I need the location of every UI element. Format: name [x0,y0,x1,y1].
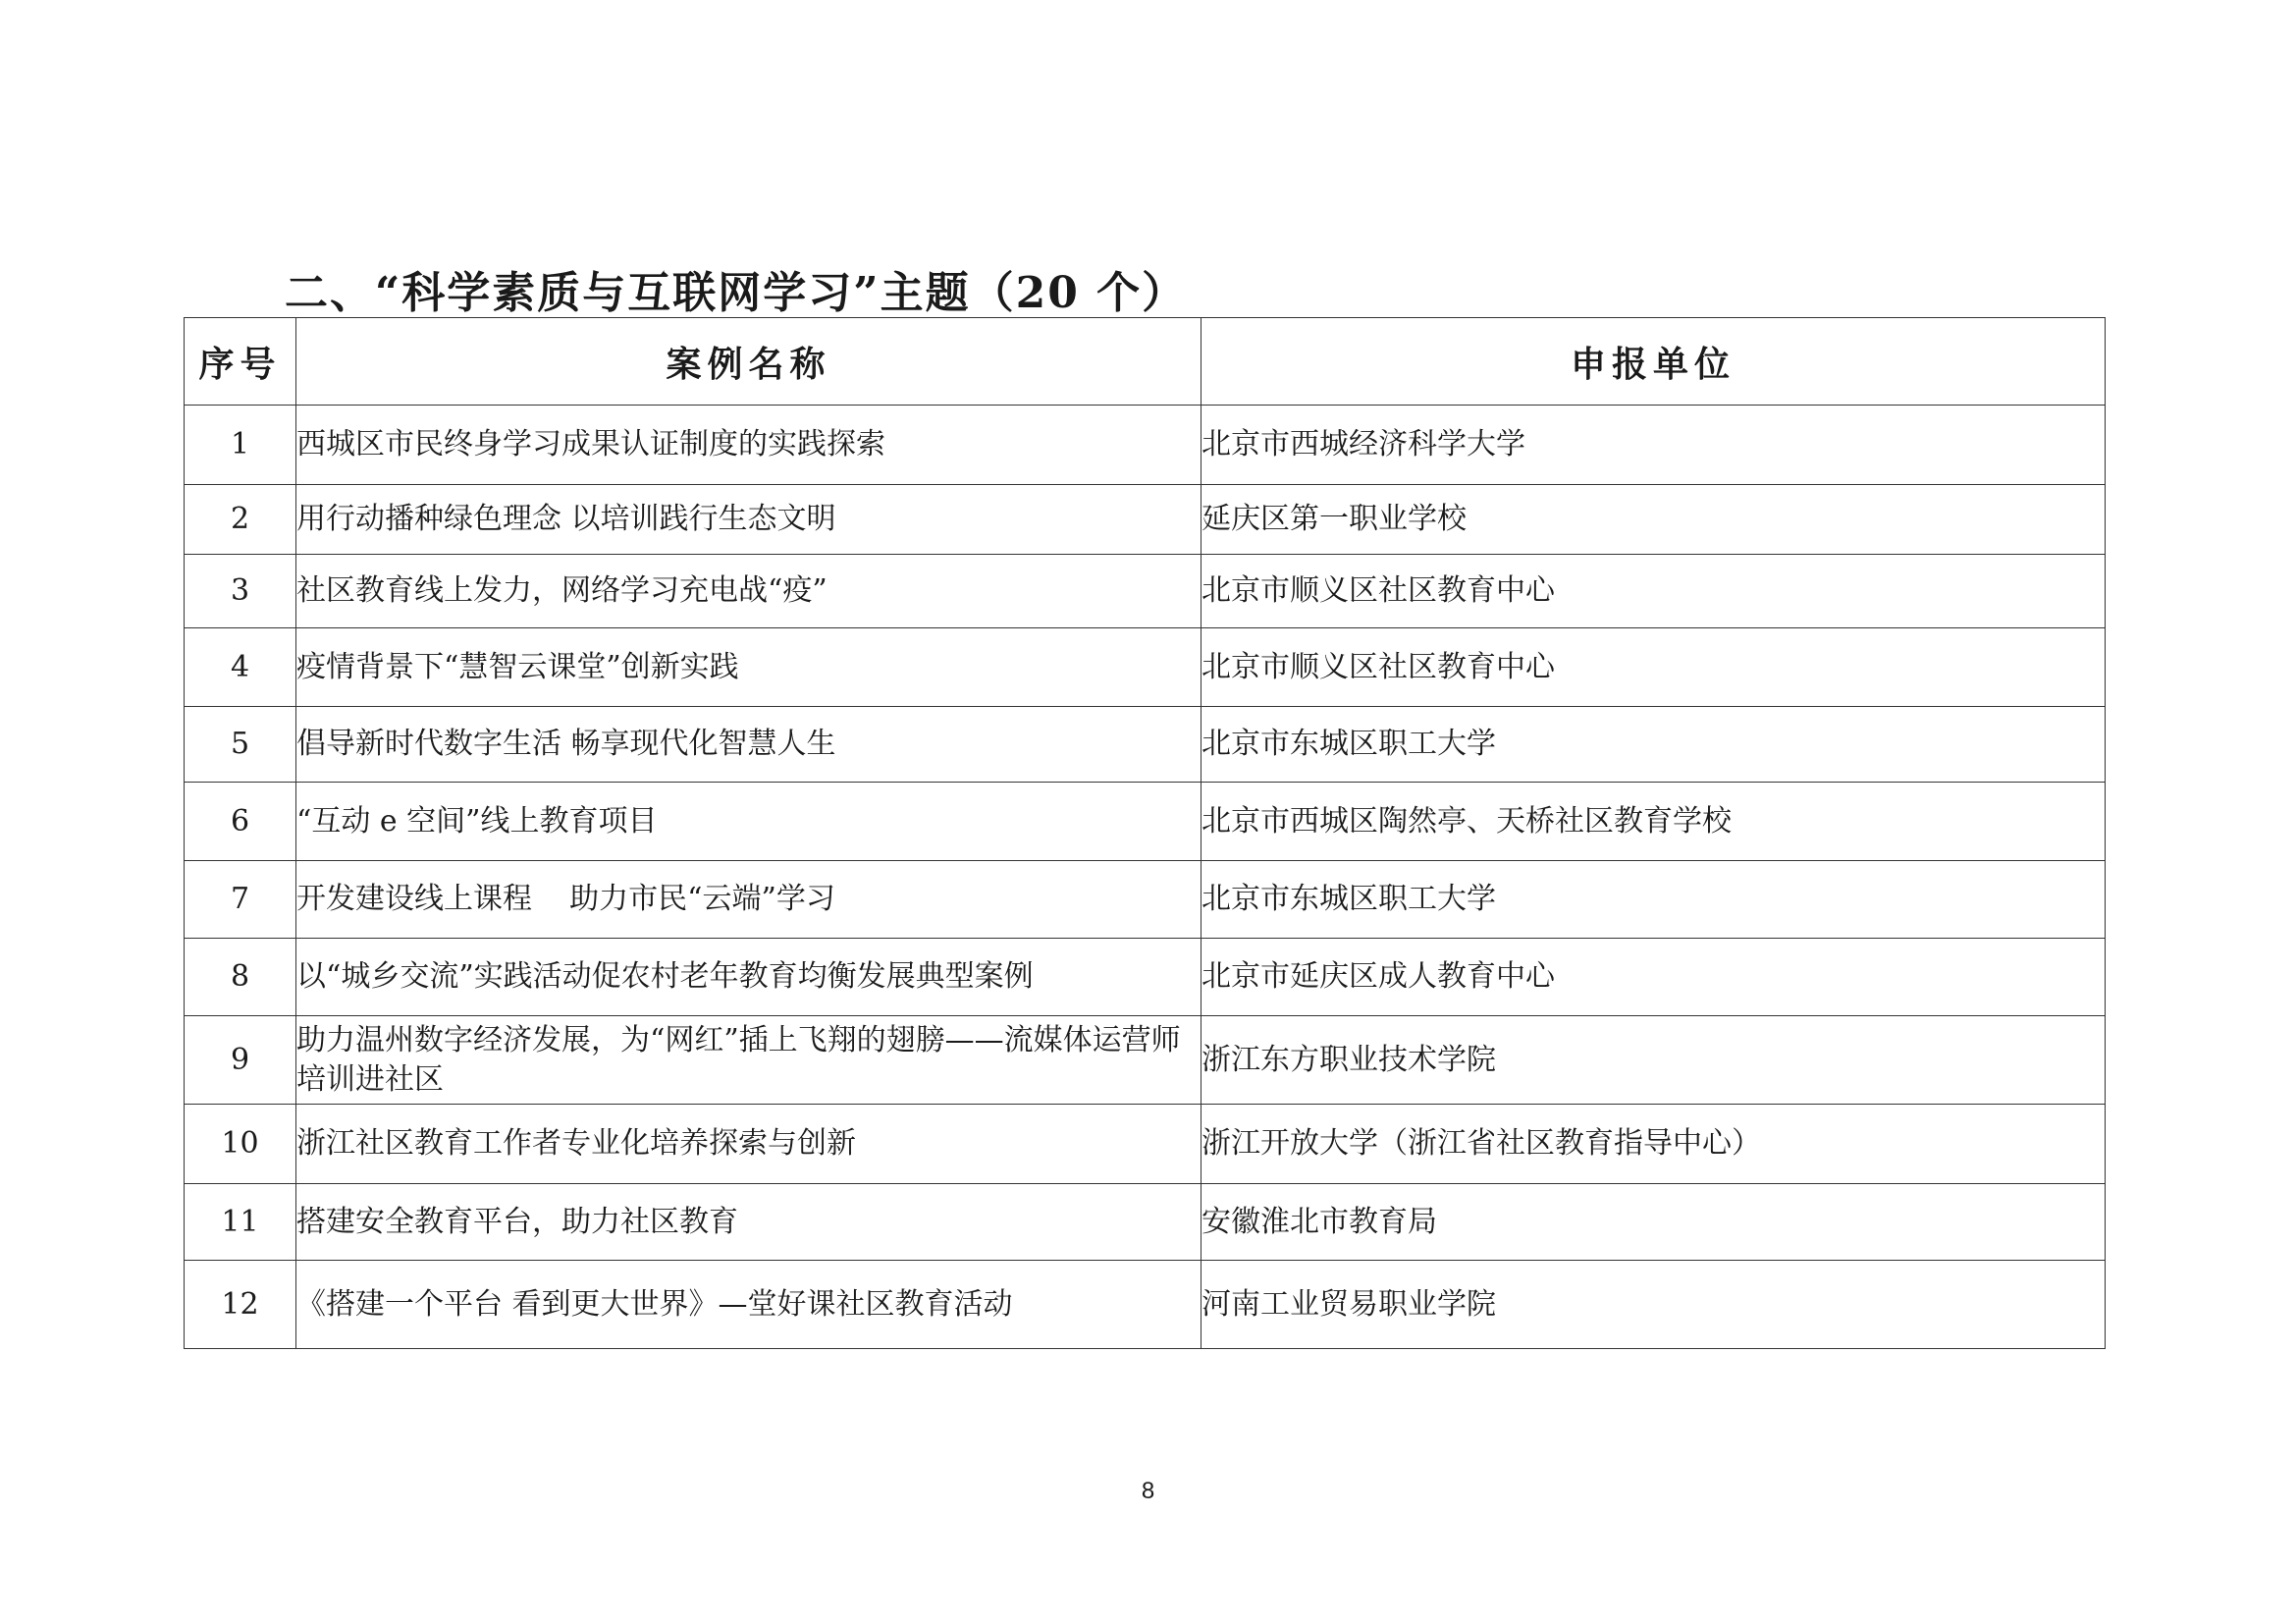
section-title: 二、“科学素质与互联网学习”主题（20 个） [285,268,1188,318]
table-row [185,783,2106,861]
header-case-name: 案例名称 [296,318,1201,406]
row-unit: 北京市东城区职工大学 [1201,861,2106,939]
row-number: 3 [185,555,296,628]
row-number: 5 [185,707,296,783]
table-row [185,1261,2106,1349]
row-number: 2 [185,485,296,555]
row-number: 4 [185,628,296,707]
table-row [185,1105,2106,1184]
row-number: 9 [185,1016,296,1105]
row-number: 8 [185,939,296,1016]
row-unit: 北京市东城区职工大学 [1201,707,2106,783]
table-row [185,628,2106,707]
table-row [185,485,2106,555]
row-case-name: 西城区市民终身学习成果认证制度的实践探索 [296,406,1201,485]
row-case-name: 搭建安全教育平台，助力社区教育 [296,1184,1201,1261]
row-case-name: 倡导新时代数字生活 畅享现代化智慧人生 [296,707,1201,783]
row-number: 10 [185,1105,296,1184]
row-unit: 安徽淮北市教育局 [1201,1184,2106,1261]
row-unit: 浙江开放大学（浙江省社区教育指导中心） [1201,1105,2106,1184]
row-case-name: 助力温州数字经济发展，为“网红”插上飞翔的翅膀——流媒体运营师培训进社区 [296,1016,1201,1105]
table-row [185,861,2106,939]
row-case-name: 用行动播种绿色理念 以培训践行生态文明 [296,485,1201,555]
row-unit: 北京市西城区陶然亭、天桥社区教育学校 [1201,783,2106,861]
row-unit: 北京市延庆区成人教育中心 [1201,939,2106,1016]
case-table [184,317,2106,1349]
table-row [185,1016,2106,1105]
row-number: 12 [185,1261,296,1349]
header-number: 序号 [185,318,296,406]
row-case-name: 以“城乡交流”实践活动促农村老年教育均衡发展典型案例 [296,939,1201,1016]
row-case-name: “互动 e 空间”线上教育项目 [296,783,1201,861]
table-row [185,707,2106,783]
table-row [185,1184,2106,1261]
row-case-name: 浙江社区教育工作者专业化培养探索与创新 [296,1105,1201,1184]
row-unit: 延庆区第一职业学校 [1201,485,2106,555]
row-unit: 北京市顺义区社区教育中心 [1201,628,2106,707]
table-row [185,406,2106,485]
row-number: 1 [185,406,296,485]
header-unit: 申报单位 [1201,318,2106,406]
row-case-name: 《搭建一个平台 看到更大世界》—堂好课社区教育活动 [296,1261,1201,1349]
table-header-row [185,318,2106,406]
row-case-name: 社区教育线上发力，网络学习充电战“疫” [296,555,1201,628]
row-number: 7 [185,861,296,939]
page-number: 8 [1141,1478,1155,1504]
row-unit: 浙江东方职业技术学院 [1201,1016,2106,1105]
row-case-name: 疫情背景下“慧智云课堂”创新实践 [296,628,1201,707]
row-number: 6 [185,783,296,861]
row-case-name: 开发建设线上课程 助力市民“云端”学习 [296,861,1201,939]
row-number: 11 [185,1184,296,1261]
row-unit: 北京市顺义区社区教育中心 [1201,555,2106,628]
row-unit: 河南工业贸易职业学院 [1201,1261,2106,1349]
table-row [185,939,2106,1016]
row-unit: 北京市西城经济科学大学 [1201,406,2106,485]
table-row [185,555,2106,628]
